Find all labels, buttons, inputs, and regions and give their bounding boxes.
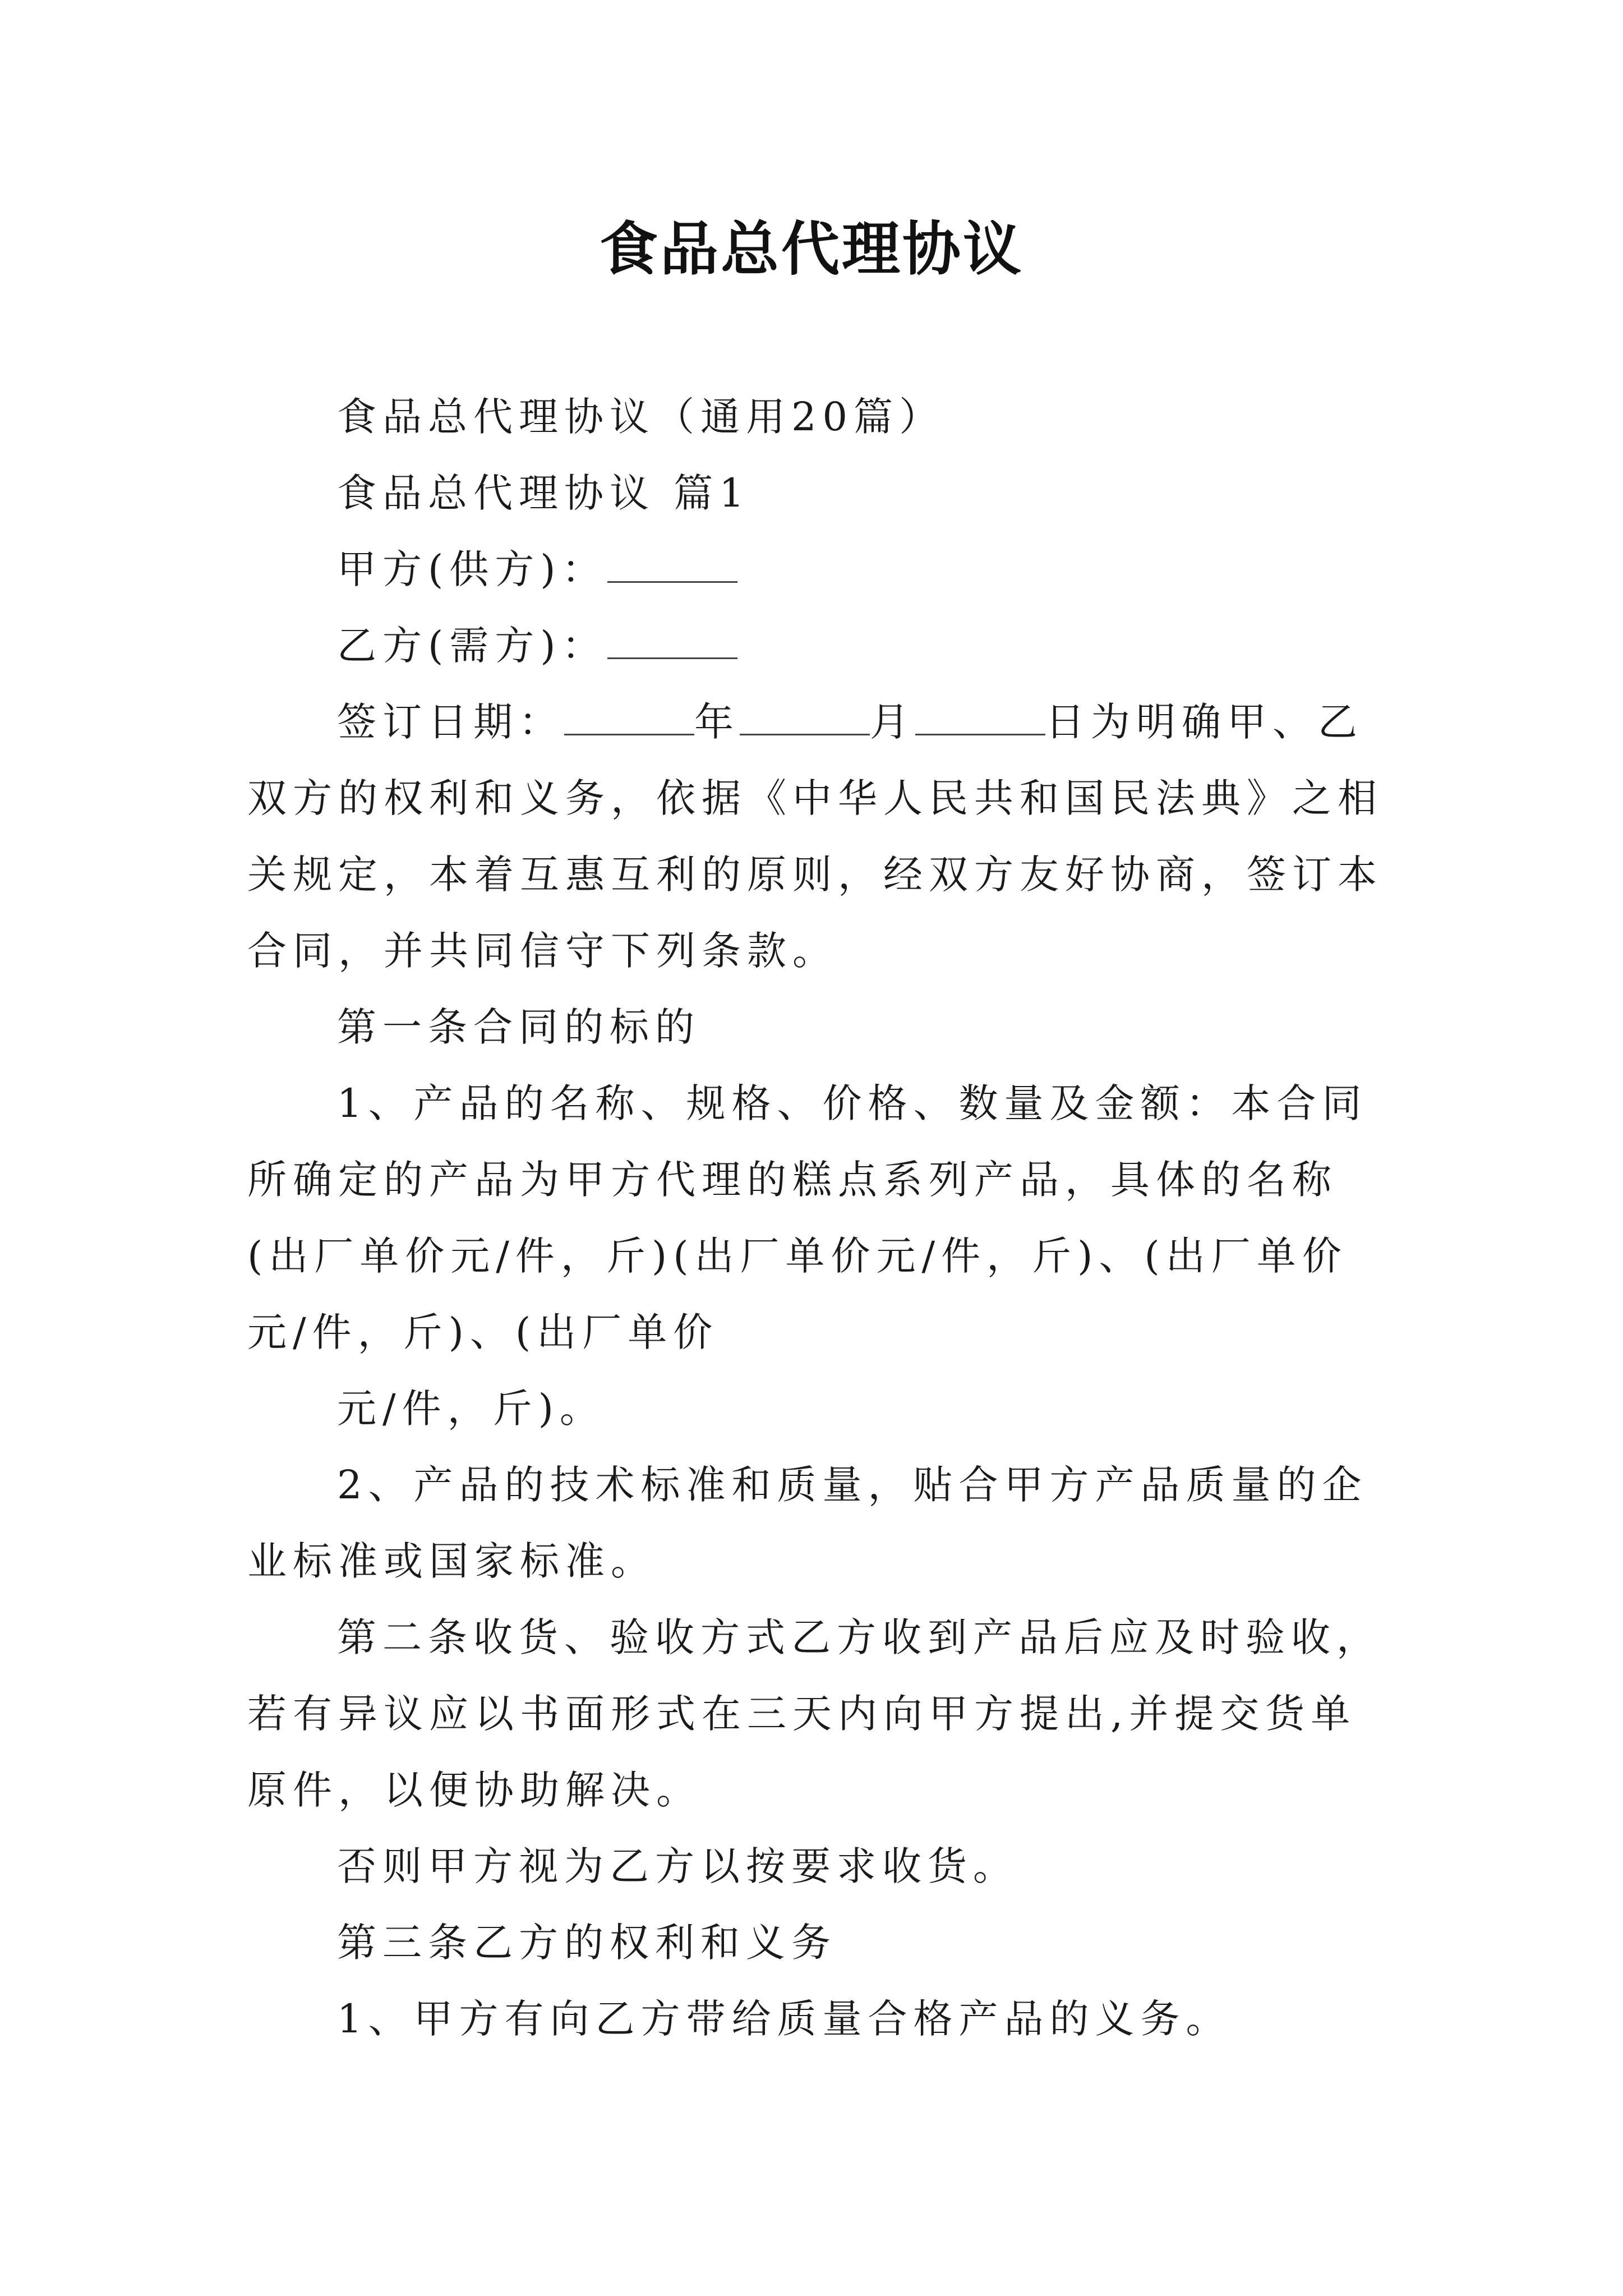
section-heading: 食品总代理协议 篇1 — [337, 470, 750, 516]
article-3-item-1: 1、甲方有向乙方带给质量合格产品的义务。 — [337, 1996, 1232, 2042]
subtitle: 食品总代理协议（通用20篇） — [337, 394, 945, 440]
article-1-item-2: 2、产品的技术标准和质量，贴合甲方产品质量的企业标准或国家标准。 — [247, 1462, 1368, 1584]
article-2: 第二条收货、验收方式乙方收到产品后应及时验收，若有异议应以书面形式在三天内向甲方提出,并提交货单原件，以便协助解决。 — [247, 1614, 1382, 1813]
party-b-line — [247, 608, 1386, 684]
document-title: 食品总代理协议 — [599, 215, 1023, 283]
month-label: 月 — [870, 699, 915, 745]
article-1-title: 第一条合同的标的 — [337, 1004, 700, 1050]
sign-date-label: 签订日期： — [337, 699, 564, 745]
day-blank — [915, 700, 1045, 735]
party-b-label: 乙方(需方)： — [337, 623, 607, 669]
article-2-cont: 否则甲方视为乙方以按要求收货。 — [337, 1843, 1018, 1889]
article-1-item-1-cont: 元/件，斤)。 — [337, 1386, 605, 1432]
party-b-blank — [607, 624, 737, 659]
month-blank — [740, 700, 870, 735]
party-a-blank — [607, 547, 737, 583]
year-blank — [564, 700, 694, 735]
document-body — [247, 379, 1386, 2057]
sign-date-paragraph — [247, 684, 1386, 989]
year-label: 年 — [694, 699, 740, 745]
intro-text: 日为明确甲、乙双方的权利和义务，依据《中华人民共和国民法典》之相关规定，本着互惠互利的原则，经双方友好协商，签订本合同，并共同信守下列条款。 — [247, 699, 1383, 974]
article-3-title: 第三条乙方的权利和义务 — [337, 1920, 837, 1966]
party-a-label: 甲方(供方)： — [337, 546, 607, 592]
article-1-item-1: 1、产品的名称、规格、价格、数量及金额：本合同所确定的产品为甲方代理的糕点系列产品，具体的名称(出厂单价元/件，斤)(出厂单价元/件，斤)、(出厂单价元/件，斤)、(出厂单价 — [247, 1080, 1368, 1355]
party-a-line — [247, 531, 1386, 608]
